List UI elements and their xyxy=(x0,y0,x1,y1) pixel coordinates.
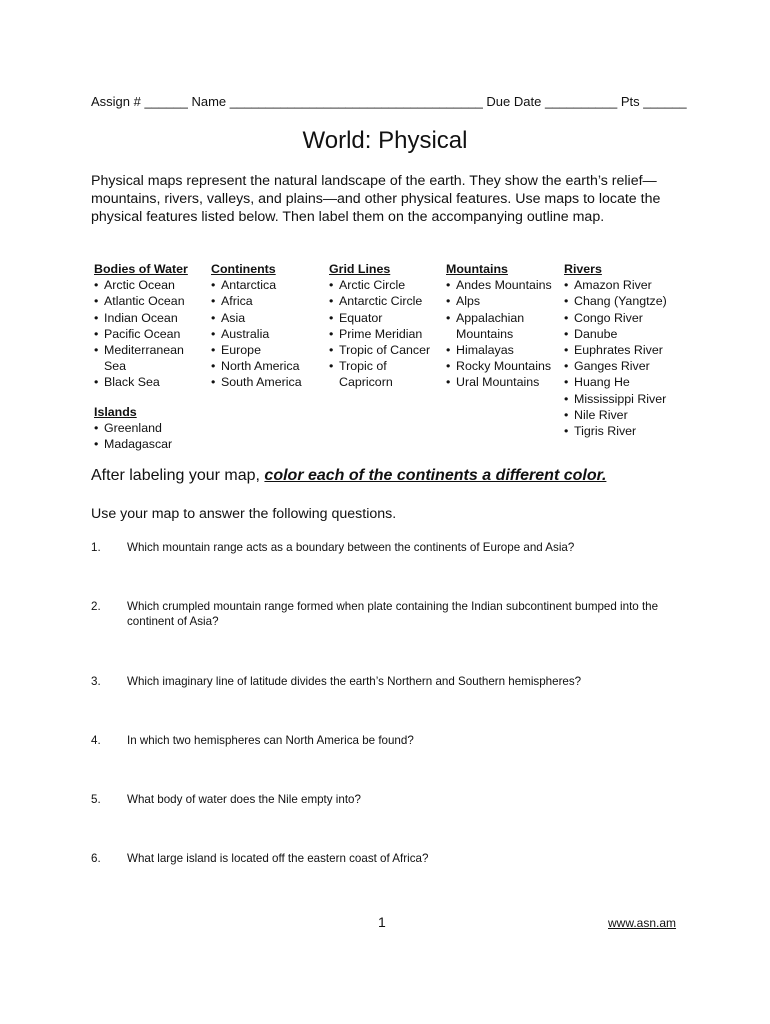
list-item: • Tropic of Capricorn xyxy=(329,358,415,390)
list-item: • Danube xyxy=(564,326,667,342)
list-item: • Appalachian Mountains xyxy=(446,310,546,342)
list-item: • Pacific Ocean xyxy=(94,326,202,342)
list-item: • Arctic Ocean xyxy=(94,277,202,293)
feature-list xyxy=(329,277,430,390)
column-title: Rivers xyxy=(564,262,602,276)
list-item: • Nile River xyxy=(564,407,667,423)
list-item: • Africa xyxy=(211,293,302,309)
list-item: • Amazon River xyxy=(564,277,667,293)
list-item: • North America xyxy=(211,358,302,374)
list-item: • Equator xyxy=(329,310,430,326)
bodies-of-water-column xyxy=(94,261,202,452)
list-item: • Prime Meridian xyxy=(329,326,430,342)
list-item: • Huang He xyxy=(564,374,667,390)
list-item: • Ganges River xyxy=(564,358,667,374)
intro-paragraph: Physical maps represent the natural landscape of the earth. They show the earth’s relief—mountains, rivers, valleys, and plains—and other physical features. Use maps to locate the physical features listed below. Then label them on the accompanying outline map. xyxy=(91,173,661,225)
list-item: • Himalayas xyxy=(446,342,552,358)
list-item: • Mediterranean Sea xyxy=(94,342,202,374)
question-number: 1. xyxy=(91,541,101,554)
question-number: 3. xyxy=(91,675,101,688)
list-item: • Andes Mountains xyxy=(446,277,552,293)
grid-lines-column xyxy=(329,261,430,391)
question-number: 6. xyxy=(91,852,101,865)
list-item: • Rocky Mountains xyxy=(446,358,552,374)
islands-title: Islands xyxy=(94,404,137,419)
list-item: • Tropic of Cancer xyxy=(329,342,430,358)
list-item: • South America xyxy=(211,374,302,390)
question-number: 4. xyxy=(91,734,101,747)
list-item: • Tigris River xyxy=(564,423,667,439)
instruction-prefix: After labeling your map, xyxy=(91,467,265,484)
column-title: Continents xyxy=(211,262,276,276)
list-item: • Euphrates River xyxy=(564,342,667,358)
list-item: • Asia xyxy=(211,310,302,326)
column-title: Mountains xyxy=(446,262,508,276)
islands-list xyxy=(94,420,202,452)
continents-column xyxy=(211,261,302,391)
rivers-column xyxy=(564,261,667,439)
question-text: What body of water does the Nile empty into? xyxy=(127,793,361,806)
question-number: 5. xyxy=(91,793,101,806)
page-title: World: Physical xyxy=(302,127,468,154)
mountains-column xyxy=(446,261,552,391)
feature-list xyxy=(564,277,667,439)
column-title: Grid Lines xyxy=(329,262,391,276)
list-item: • Ural Mountains xyxy=(446,374,552,390)
question-number: 2. xyxy=(91,600,101,613)
list-item: • Europe xyxy=(211,342,302,358)
list-item: • Black Sea xyxy=(94,374,202,390)
list-item: • Antarctica xyxy=(211,277,302,293)
list-item: • Atlantic Ocean xyxy=(94,293,202,309)
color-instruction xyxy=(91,467,606,485)
column-title: Bodies of Water xyxy=(94,262,188,276)
questions-intro: Use your map to answer the following questions. xyxy=(91,506,397,522)
list-item: • Congo River xyxy=(564,310,667,326)
list-item: • Mississippi River xyxy=(564,391,667,407)
list-item: • Madagascar xyxy=(94,436,202,452)
question-text: Which imaginary line of latitude divides the earth’s Northern and Southern hemispheres? xyxy=(127,675,582,688)
page-number: 1 xyxy=(378,914,386,930)
list-item: • Greenland xyxy=(94,420,202,436)
list-item: • Antarctic Circle xyxy=(329,293,430,309)
question-text: What large island is located off the eastern coast of Africa? xyxy=(127,852,429,865)
site-link[interactable]: www.asn.am xyxy=(608,916,677,930)
list-item: • Australia xyxy=(211,326,302,342)
question-text: In which two hemispheres can North America be found? xyxy=(127,734,414,747)
assignment-header: Assign # ______ Name ___________________________________ Due Date __________ Pts ______ xyxy=(91,94,687,109)
feature-list xyxy=(211,277,302,390)
instruction-emphasis: color each of the continents a different color. xyxy=(264,467,607,484)
list-item: • Arctic Circle xyxy=(329,277,430,293)
question-text: Which mountain range acts as a boundary between the continents of Europe and Asia? xyxy=(127,541,575,554)
feature-list xyxy=(94,277,202,390)
list-item: • Chang (Yangtze) xyxy=(564,293,667,309)
feature-list xyxy=(446,277,552,390)
question-text: Which crumpled mountain range formed when plate containing the Indian subcontinent bumped into the continent of Asia? xyxy=(127,600,659,628)
list-item: • Indian Ocean xyxy=(94,310,202,326)
list-item: • Alps xyxy=(446,293,552,309)
